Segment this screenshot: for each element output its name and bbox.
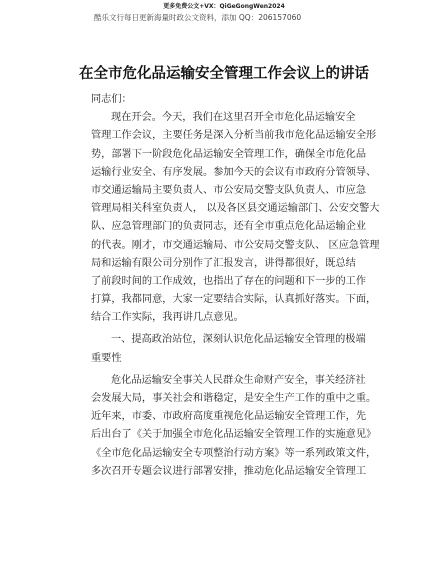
heading-line: 一、提高政治站位，深刻认识危化品运输安全管理的极端 (111, 334, 366, 346)
document-title: 在全市危化品运输安全管理工作会议上的讲话 (79, 66, 369, 82)
heading-line: 重要性 (91, 352, 122, 364)
paragraph-line: 市交通运输局主要负责人、市公安局交警支队负责人、市应急 (91, 184, 367, 196)
paragraph-line: 管理局相关科室负责人， 以及各区县交通运输部门、公安交警大 (91, 203, 380, 215)
salutation: 同志们： (91, 94, 132, 105)
paragraph-line: 危化品运输安全事关人民群众生命财产安全，事关经济社 (111, 374, 366, 386)
section-heading (91, 331, 375, 367)
paragraph-line: 势，部署下一阶段危化品运输安全管理工作，确保全市危化品 (91, 148, 367, 160)
paragraph-line: 管理工作会议，主要任务是深入分析当前我市危化品运输安全形 (91, 130, 377, 142)
top-promo-note: 更多免费公文+VX：QiGeGongWen2024 (163, 3, 285, 10)
paragraph-line: 现在开会。今天，我们在这里召开全市危化品运输安全 (111, 112, 356, 124)
paragraph-importance (91, 372, 375, 481)
paragraph-line: 结合工作实际，我再讲几点意见。 (91, 312, 244, 324)
paragraph-line: 《全市危化品运输安全专项整治行动方案》等一系列政策文件， (91, 447, 377, 459)
paragraph-line: 运输行业安全、有序发展。参加今天的会议有市政府分管领导、 (91, 166, 377, 178)
watermark-text: 酷乐文行每日更新海量时政公文资料，添加 QQ：206157060 (94, 13, 302, 22)
paragraph-line: 多次召开专题会议进行部署安排，推动危化品运输安全管理工 (91, 465, 367, 477)
paragraph-line: 近年来，市委、市政府高度重视危化品运输安全管理工作，先 (91, 411, 367, 423)
paragraph-line: 会发展大局，事关社会和谐稳定，是安全生产工作的重中之重。 (91, 393, 377, 404)
document-body (91, 91, 380, 481)
paragraph-line: 打算，我都同意，大家一定要结合实际，认真抓好落实。下面， (91, 294, 377, 306)
paragraph-line: 了前段时间的工作成效，也指出了存在的问题和下一步的工作 (91, 275, 367, 287)
paragraph-line: 后出台了《关于加强全市危化品运输安全管理工作的实施意见》 (91, 429, 377, 441)
paragraph-line: 的代表。刚才，市交通运输局、市公安局交警支队、 区应急管理 (91, 239, 380, 251)
paragraph-line: 局和运输有限公司分别作了汇报发言，讲得都很好，既总结 (91, 257, 356, 269)
paragraph-opening (91, 109, 380, 327)
paragraph-line: 队、应急管理部门的负责同志，还有全市重点危化品运输企业 (91, 221, 367, 233)
